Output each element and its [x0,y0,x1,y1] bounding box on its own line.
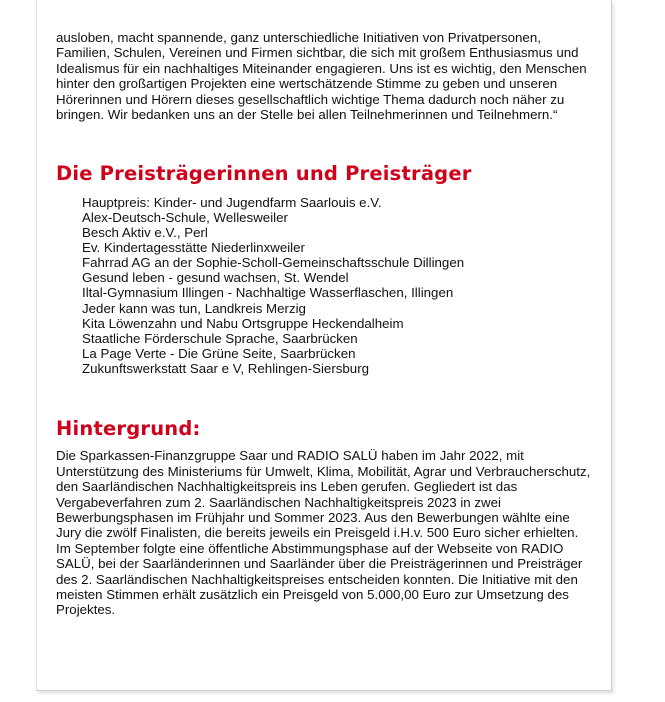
winner-item: Iltal-Gymnasium Illingen - Nachhaltige Wasserflaschen, Illingen [82,285,454,301]
winner-item: Zukunftswerkstatt Saar e V, Rehlingen-Siersburg [82,360,370,376]
winner-item: Jeder kann was tun, Landkreis Merzig [82,300,306,316]
winners-list [82,195,596,376]
winner-item: Alex-Deutsch-Schule, Wellesweiler [82,209,288,225]
winner-item: Staatliche Förderschule Sprache, Saarbrücken [82,330,358,346]
winner-item: Besch Aktiv e.V., Perl [82,225,208,241]
article-body [56,0,596,618]
background-heading: Hintergrund: [56,416,201,440]
winner-item: Ev. Kindertagesstätte Niederlinxweiler [82,240,305,256]
winner-item: Fahrrad AG an der Sophie-Scholl-Gemeinschaftsschule Dillingen [82,255,465,271]
winner-item: Gesund leben - gesund wachsen, St. Wendel [82,270,349,286]
intro-paragraph: ausloben, macht spannende, ganz unterschiedliche Initiativen von Privatpersonen, Familien, Schulen, Vereinen und Firmen sichtbar, die sich mit großem Enthusiasmus und Idealismus für ein nachhaltiges Miteinander engagieren. Uns ist es wichtig, den Menschen hinter den großartigen Projekten eine wertschätzende Stimme zu geben und unseren Hörerinnen und Hörern dieses gesellschaftlich wichtige Thema dadurch noch näher zu bringen. Wir bedanken uns an der Stelle bei allen Teilnehmerinnen und Teilnehmern.“ [56,30,587,123]
winners-heading: Die Preisträgerinnen und Preisträger [56,162,472,186]
winner-item: Kita Löwenzahn und Nabu Ortsgruppe Heckendalheim [82,315,404,331]
winner-item: La Page Verte - Die Grüne Seite, Saarbrücken [82,345,356,361]
winner-item: Hauptpreis: Kinder- und Jugendfarm Saarlouis e.V. [82,194,382,210]
background-paragraph: Die Sparkassen-Finanzgruppe Saar und RADIO SALÜ haben im Jahr 2022, mit Unterstützung des Ministeriums für Umwelt, Klima, Mobilität, Agrar und Verbraucherschutz, den Saarländischen Nachhaltigkeitspreis ins Leben gerufen. Gegliedert ist das Vergabeverfahren zum 2. Saarländischen Nachhaltigkeitspreis 2023 in zwei Bewerbungsphasen im Frühjahr und Sommer 2023. Aus den Bewerbungen wählte eine Jury die zwölf Finalisten, die bereits jeweils ein Preisgeld i.H.v. 500 Euro sicher erhielten. Im September folgte eine öffentliche Abstimmungsphase auf der Webseite von RADIO SALÜ, bei der Saarländerinnen und Saarländer über die Preisträgerinnen und Preisträger des 2. Saarländischen Nachhaltigkeitspreises entscheiden konnten. Die Initiative mit den meisten Stimmen erhält zusätzlich ein Preisgeld von 5.000,00 Euro zur Umsetzung des Projektes. [56,448,591,618]
